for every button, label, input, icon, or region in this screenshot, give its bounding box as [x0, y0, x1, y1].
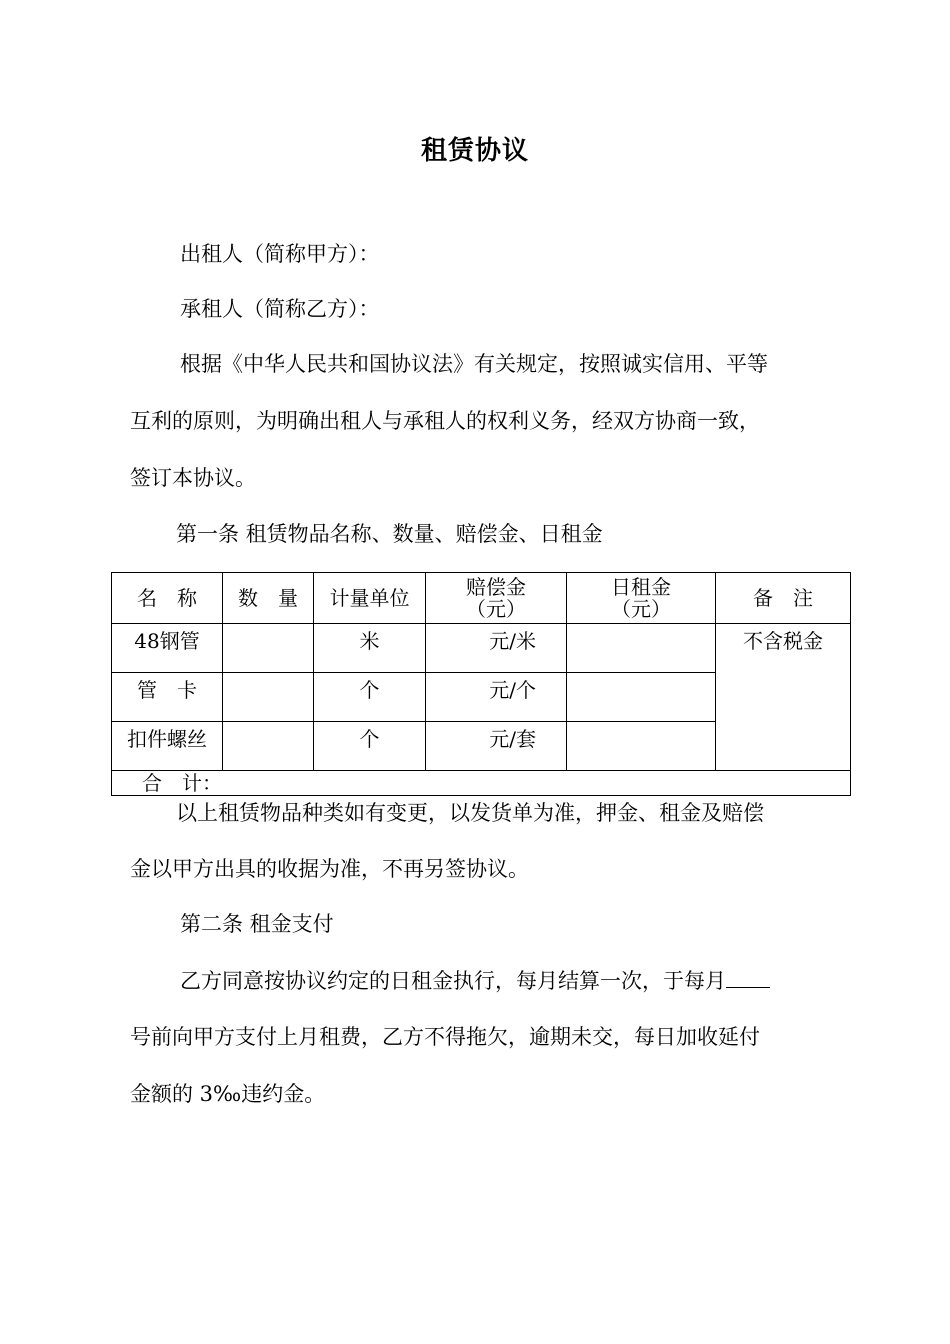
- cell-quantity: [223, 624, 314, 673]
- article1-heading: 第一条 租赁物品名称、数量、赔偿金、日租金: [176, 522, 603, 546]
- article2-line-2: 号前向甲方支付上月租费，乙方不得拖欠，逾期未交，每日加收延付: [130, 1025, 760, 1049]
- cell-quantity: [223, 673, 314, 722]
- cell-remark: 不含税金: [716, 624, 851, 771]
- article1-note-line-1: 以上租赁物品种类如有变更，以发货单为准，押金、租金及赔偿: [176, 801, 764, 825]
- header-compensation: 赔偿金 （元）: [426, 573, 567, 624]
- header-quantity: 数 量: [223, 573, 314, 624]
- article1-note-line-2: 金以甲方出具的收据为准，不再另签协议。: [130, 857, 529, 881]
- preamble-line-2: 互利的原则，为明确出租人与承租人的权利义务，经双方协商一致，: [130, 409, 760, 433]
- payment-day-blank: [726, 969, 770, 988]
- cell-compensation: 元/米: [426, 624, 567, 673]
- cell-unit: 米: [314, 624, 426, 673]
- cell-name: 48钢管: [112, 624, 223, 673]
- article2-heading: 第二条 租金支付: [180, 912, 334, 936]
- cell-unit: 个: [314, 722, 426, 771]
- cell-daily-rent: [567, 624, 716, 673]
- header-daily-rent: 日租金 （元）: [567, 573, 716, 624]
- preamble-line-3: 签订本协议。: [130, 466, 256, 490]
- total-label: 合 计：: [112, 771, 851, 796]
- document-title: 租赁协议: [420, 136, 529, 166]
- cell-compensation: 元/个: [426, 673, 567, 722]
- table-header-row: [112, 573, 851, 624]
- article2-line-1: [180, 965, 770, 995]
- header-name: 名 称: [112, 573, 223, 624]
- rental-items-table: [111, 572, 851, 796]
- preamble-line-1: 根据《中华人民共和国协议法》有关规定，按照诚实信用、平等: [180, 352, 768, 376]
- cell-quantity: [223, 722, 314, 771]
- cell-daily-rent: [567, 673, 716, 722]
- cell-name: 管 卡: [112, 673, 223, 722]
- table-row: [112, 624, 851, 673]
- cell-daily-rent: [567, 722, 716, 771]
- lessor-line: 出租人（简称甲方）：: [180, 242, 380, 266]
- cell-name: 扣件螺丝: [112, 722, 223, 771]
- header-unit: 计量单位: [314, 573, 426, 624]
- header-remark: 备 注: [716, 573, 851, 624]
- cell-unit: 个: [314, 673, 426, 722]
- article2-line-3: 金额的 3‰违约金。: [130, 1082, 326, 1106]
- lessee-line: 承租人（简称乙方）：: [180, 297, 380, 321]
- cell-compensation: 元/套: [426, 722, 567, 771]
- article2-line-1-text: 乙方同意按协议约定的日租金执行，每月结算一次，于每月: [180, 969, 726, 993]
- table-total-row: [112, 771, 851, 796]
